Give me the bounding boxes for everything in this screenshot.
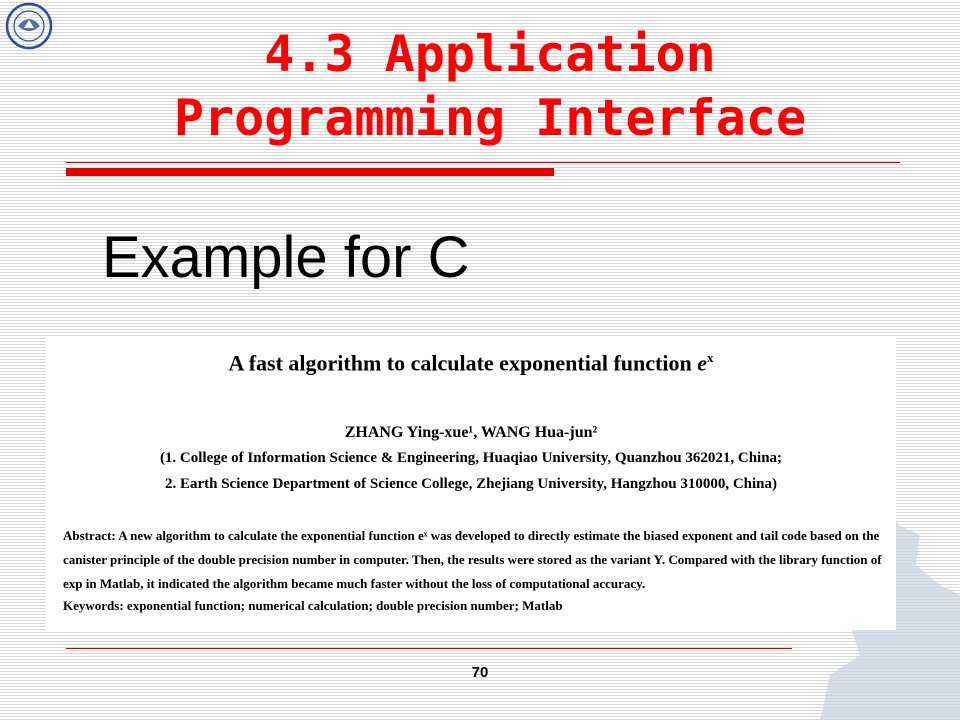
paper-title: [46, 350, 896, 376]
footer-rule: [66, 648, 792, 649]
paper-abstract: [63, 524, 885, 596]
paper-authors: ZHANG Ying-xue¹, WANG Hua-jun²: [344, 424, 598, 441]
page-number: 70: [471, 664, 489, 681]
paper-title-math: e: [697, 350, 707, 376]
slide-title-line2: Programming Interface: [173, 89, 807, 147]
paper-affiliation-1: (1. College of Information Science & Engineering, Huaqiao University, Quanzhou 362021, China;: [159, 450, 783, 466]
slide-title: [60, 22, 920, 150]
slide-subtitle: Example for C: [102, 225, 470, 290]
paper-keywords: [63, 598, 885, 614]
paper-title-superscript: x: [706, 350, 714, 365]
university-seal-icon: [4, 2, 54, 50]
paper-excerpt: [46, 338, 896, 630]
abstract-label: Abstract:: [63, 528, 116, 543]
title-underline-thin: [66, 162, 900, 163]
paper-title-text: A fast algorithm to calculate exponential function: [228, 350, 692, 376]
abstract-text: A new algorithm to calculate the exponential function eˣ was developed to directly estimate the biased exponent and tail code based on the canister principle of the double precision number in computer. Then, the results were stored as the variant Y. Compared with the library function of exp in Matlab, it indicated the algorithm became much faster without the loss of computational accuracy.: [63, 528, 882, 591]
keywords-label: Keywords:: [63, 598, 124, 613]
slide-title-line1: 4.3 Application: [264, 25, 716, 83]
keywords-text: exponential function; numerical calculation; double precision number; Matlab: [126, 598, 563, 613]
title-underline-thick: [66, 168, 554, 176]
paper-affiliation-2: 2. Earth Science Department of Science College, Zhejiang University, Hangzhou 310000, China): [164, 476, 778, 492]
